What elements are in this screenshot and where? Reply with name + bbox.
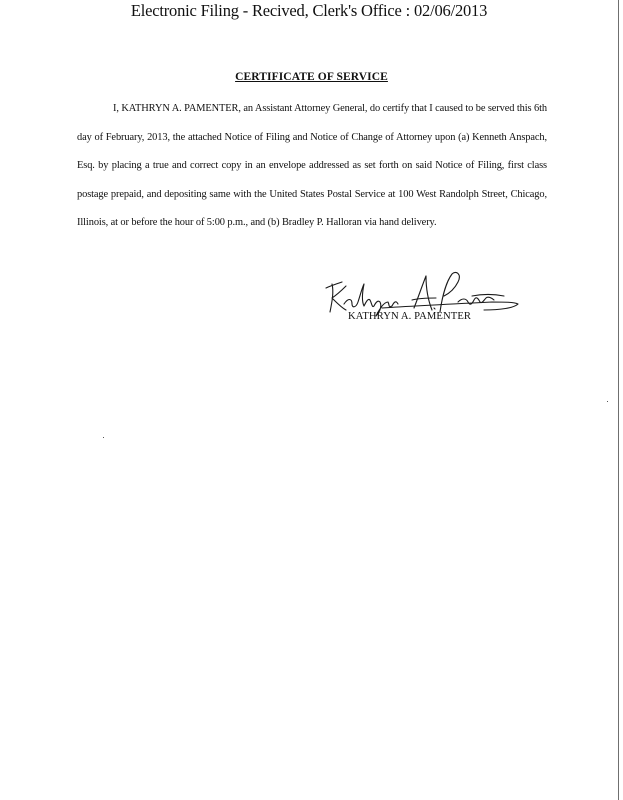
- filing-date: 02/06/2013: [413, 1, 488, 20]
- signer-name: KATHRYN A. PAMENTER: [348, 311, 472, 322]
- document-title: CERTIFICATE OF SERVICE: [235, 71, 388, 83]
- filing-stamp-text: Electronic Filing - Recived, Clerk's Office :: [130, 1, 410, 20]
- page-edge: [618, 0, 619, 800]
- filing-stamp-header: [0, 1, 618, 21]
- certificate-body: I, KATHRYN A. PAMENTER, an Assistant Attorney General, do certify that I caused to be served this 6th day of February, 2013, the attached Notice of Filing and Notice of Change of Attorney upon (a) Kenneth Anspach, Esq. by placing a true and correct copy in an envelope addressed as set forth on said Notice of Filing, first class postage prepaid, and depositing same with the United States Postal Service at 100 West Randolph Street, Chicago, Illinois, at or before the hour of 5:00 p.m., and (b) Bradley P. Halloran via hand delivery.: [77, 103, 547, 229]
- scan-speck: [607, 401, 608, 402]
- scan-speck: [103, 437, 104, 438]
